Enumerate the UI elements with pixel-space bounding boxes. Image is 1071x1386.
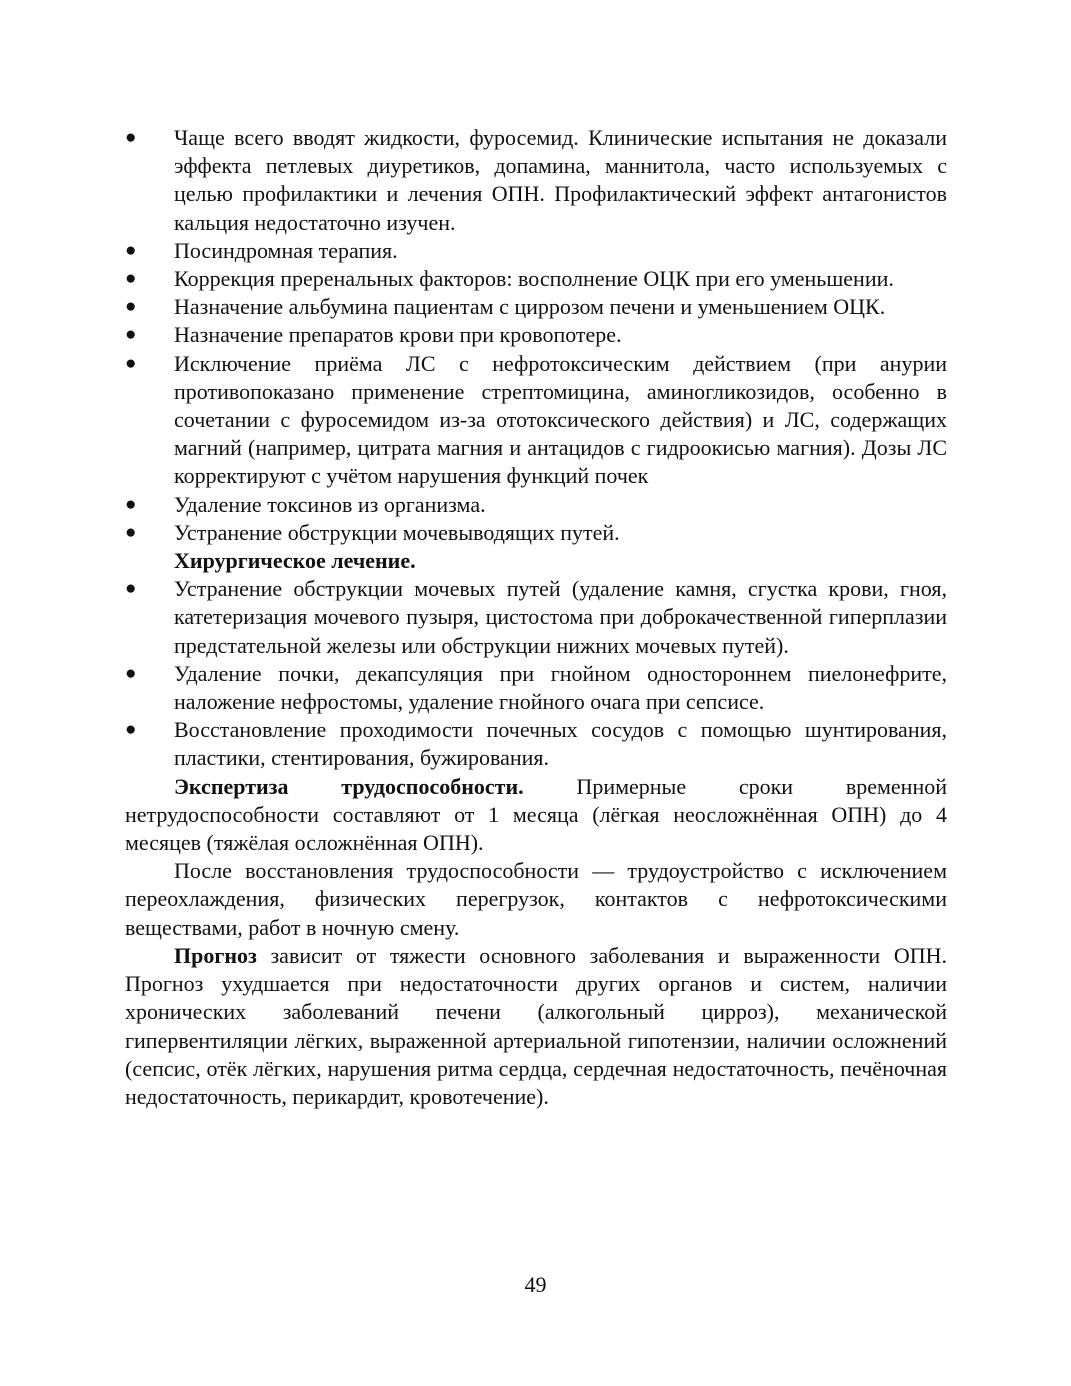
- bullet-icon: ●: [125, 268, 137, 290]
- list-item-text: Назначение препаратов крови при кровопотере.: [174, 322, 622, 348]
- bullet-icon: ●: [125, 352, 137, 374]
- list-item: [125, 660, 947, 716]
- list-item: [125, 321, 947, 349]
- list-item: [125, 491, 947, 519]
- list-item-text: Устранение обструкции мочевых путей (удаление камня, сгустка крови, гноя, катетеризация мочевого пузыря, цистостома при доброкачественной гиперплазии предстательной железы или обструкции нижних мочевых путей).: [174, 576, 947, 658]
- page-body: [125, 124, 947, 1111]
- surgery-list: [125, 575, 947, 772]
- prognosis-text: зависит от тяжести основного заболевания и выраженности ОПН. Прогноз ухудшается при недостаточности других органов и систем, наличии хронических заболеваний печени (алкогольный цирроз), механической гипервентиляции лёгких, выраженной артериальной гипотензии, наличии осложнений (сепсис, отёк лёгких, нарушения ритма сердца, сердечная недостаточность, печёночная недостаточность, перикардит, кровотечение).: [125, 942, 947, 1109]
- after-recovery-paragraph: После восстановления трудоспособности — трудоустройство с исключением переохлаждения, физических перегрузок, контактов с нефротоксическими веществами, работ в ночную смену.: [125, 858, 947, 940]
- expertise-paragraph: [125, 773, 947, 858]
- bullet-icon: ●: [125, 578, 137, 600]
- list-item: [125, 293, 947, 321]
- prognosis-heading: Прогноз: [174, 942, 257, 968]
- list-item: [125, 124, 947, 237]
- list-item-text: Посиндромная терапия.: [174, 237, 398, 263]
- bullet-icon: ●: [125, 324, 137, 346]
- expertise-text: Примерные сроки временной нетрудоспособности составляют от 1 месяца (лёгкая неосложнённая ОПН) до 4 месяцев (тяжёлая осложнённая ОПН).: [125, 773, 947, 856]
- expertise-heading: Экспертиза трудоспособности.: [174, 773, 524, 799]
- list-item: [125, 265, 947, 293]
- list-item-text: Устранение обструкции мочевыводящих путей.: [174, 519, 620, 545]
- prognosis-paragraph: [125, 942, 947, 1111]
- list-item-text: Удаление почки, декапсуляция при гнойном одностороннем пиелонефрите, наложение нефростомы, удаление гнойного очага при сепсисе.: [174, 660, 947, 715]
- list-item: [125, 575, 947, 660]
- bullet-icon: ●: [125, 493, 137, 515]
- list-item: [125, 716, 947, 772]
- list-item-text: Коррекция преренальных факторов: восполнение ОЦК при его уменьшении.: [174, 266, 894, 292]
- treatment-list: [125, 124, 947, 547]
- list-item-text: Восстановление проходимости почечных сосудов с помощью шунтирования, пластики, стентирования, бужирования.: [174, 717, 947, 771]
- list-item-text: Исключение приёма ЛС с нефротоксическим действием (при анурии противопоказано применение стрептомицина, аминогликозидов, особенно в сочетании с фуросемидом из-за ототоксического действия) и ЛС, содержащих магний (например, цитрата магния и антацидов с гидроокисью магния). Дозы ЛС корректируют с учётом нарушения функций почек: [174, 350, 947, 489]
- list-item-text: Чаще всего вводят жидкости, фуросемид. Клинические испытания не доказали эффекта петлевых диуретиков, допамина, маннитола, часто используемых с целью профилактики и лечения ОПН. Профилактический эффект антагонистов кальция недостаточно изучен.: [174, 125, 947, 235]
- list-item: [125, 350, 947, 491]
- bullet-icon: ●: [125, 719, 137, 741]
- bullet-icon: ●: [125, 296, 137, 318]
- bullet-icon: ●: [125, 127, 137, 148]
- list-item: [125, 519, 947, 547]
- list-item-text: Удаление токсинов из организма.: [174, 491, 486, 517]
- list-item: [125, 237, 947, 265]
- page-number: 49: [524, 1272, 547, 1297]
- surgery-heading: Хирургическое лечение.: [174, 548, 416, 574]
- bullet-icon: ●: [125, 521, 137, 543]
- bullet-icon: ●: [125, 662, 137, 684]
- bullet-icon: ●: [125, 239, 137, 261]
- list-item-text: Назначение альбумина пациентам с циррозом печени и уменьшением ОЦК.: [174, 294, 886, 320]
